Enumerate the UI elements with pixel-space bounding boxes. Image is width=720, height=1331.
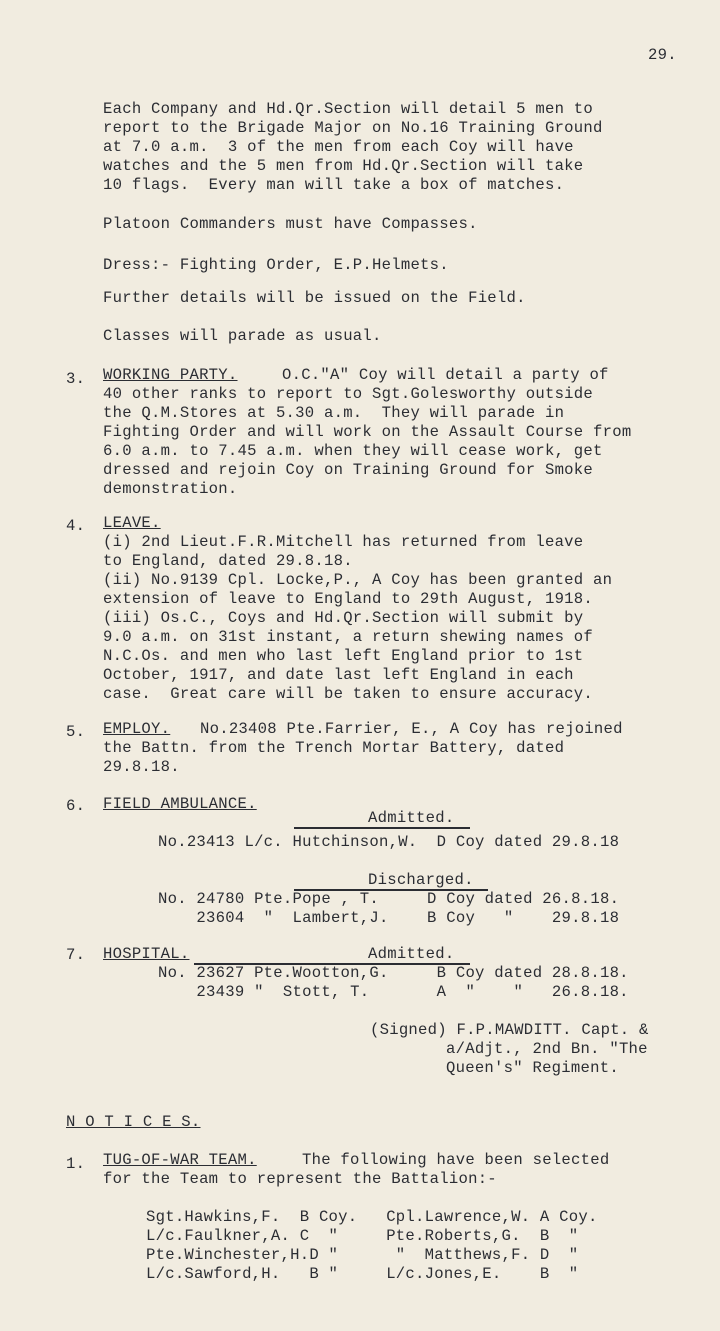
signature-line: (Signed) F.P.MAWDITT. Capt. & — [370, 1021, 649, 1039]
leave-line: to England, dated 29.8.18. — [103, 552, 353, 570]
leave-line: (iii) Os.C., Coys and Hd.Qr.Section will submit by — [103, 609, 584, 627]
team-row: Pte.Winchester,H.D " " Matthews,F. D " — [146, 1246, 579, 1264]
item-number: 1. — [66, 1155, 86, 1173]
working-party-line: dressed and rejoin Coy on Training Ground for Smoke — [103, 461, 593, 479]
item-number: 6. — [66, 797, 86, 815]
working-party-line: demonstration. — [103, 480, 238, 498]
ambulance-discharged-row: No. 24780 Pte.Pope , T. D Coy dated 26.8.18. — [158, 890, 620, 908]
leave-line: case. Great care will be taken to ensure accuracy. — [103, 685, 593, 703]
intro-line: Each Company and Hd.Qr.Section will detail 5 men to — [103, 100, 593, 118]
tug-of-war-line: for the Team to represent the Battalion:- — [103, 1170, 497, 1188]
working-party-line: the Q.M.Stores at 5.30 a.m. They will parade in — [103, 404, 565, 422]
tug-of-war-line: The following have been selected — [302, 1151, 610, 1169]
leave-line: 9.0 a.m. on 31st instant, a return shewing names of — [103, 628, 593, 646]
ambulance-discharged-row: 23604 " Lambert,J. B Coy " 29.8.18 — [158, 909, 620, 927]
employ-line: the Battn. from the Trench Mortar Battery, dated — [103, 739, 565, 757]
underline-rule — [294, 827, 470, 829]
signature-line: a/Adjt., 2nd Bn. "The — [446, 1040, 648, 1058]
hospital-row: 23439 " Stott, T. A " " 26.8.18. — [158, 983, 629, 1001]
admitted-label: Admitted. — [368, 809, 455, 827]
hospital-row: No. 23627 Pte.Wootton,G. B Coy dated 28.8.18. — [158, 964, 629, 982]
working-party-title: WORKING PARTY. — [103, 366, 238, 384]
compasses-line: Platoon Commanders must have Compasses. — [103, 215, 478, 233]
page-number: 29. — [648, 46, 677, 64]
team-row: L/c.Faulkner,A. C " Pte.Roberts,G. B " — [146, 1227, 579, 1245]
classes-line: Classes will parade as usual. — [103, 327, 382, 345]
working-party-line: 6.0 a.m. to 7.45 a.m. when they will cease work, get — [103, 442, 603, 460]
leave-line: (ii) No.9139 Cpl. Locke,P., A Coy has been granted an — [103, 571, 613, 589]
further-details-line: Further details will be issued on the Field. — [103, 289, 526, 307]
working-party-line: 40 other ranks to report to Sgt.Golesworthy outside — [103, 385, 593, 403]
item-number: 4. — [66, 517, 86, 535]
intro-line: at 7.0 a.m. 3 of the men from each Coy will have — [103, 138, 574, 156]
leave-line: (i) 2nd Lieut.F.R.Mitchell has returned from leave — [103, 533, 584, 551]
intro-line: 10 flags. Every man will take a box of matches. — [103, 176, 565, 194]
discharged-label: Discharged. — [368, 871, 474, 889]
intro-line: report to the Brigade Major on No.16 Training Ground — [103, 119, 603, 137]
intro-line: watches and the 5 men from Hd.Qr.Section will take — [103, 157, 584, 175]
tug-of-war-title: TUG-OF-WAR TEAM. — [103, 1151, 257, 1169]
employ-title: EMPLOY. — [103, 720, 171, 738]
leave-line: October, 1917, and date last left England in each — [103, 666, 574, 684]
admitted-label: Admitted. — [368, 945, 455, 963]
employ-line: No.23408 Pte.Farrier, E., A Coy has rejoined — [200, 720, 623, 738]
leave-title: LEAVE. — [103, 514, 161, 532]
hospital-title: HOSPITAL. — [103, 945, 190, 963]
leave-line: extension of leave to England to 29th August, 1918. — [103, 590, 593, 608]
item-number: 3. — [66, 370, 86, 388]
item-number: 5. — [66, 723, 86, 741]
team-row: Sgt.Hawkins,F. B Coy. Cpl.Lawrence,W. A Coy. — [146, 1208, 598, 1226]
employ-line: 29.8.18. — [103, 758, 180, 776]
signature-line: Queen's" Regiment. — [446, 1059, 619, 1077]
field-ambulance-title: FIELD AMBULANCE. — [103, 795, 257, 813]
working-party-line: Fighting Order and will work on the Assault Course from — [103, 423, 632, 441]
team-row: L/c.Sawford,H. B " L/c.Jones,E. B " — [146, 1265, 579, 1283]
working-party-line: O.C."A" Coy will detail a party of — [282, 366, 609, 384]
notices-heading: N O T I C E S. — [66, 1113, 201, 1131]
leave-line: N.C.Os. and men who last left England prior to 1st — [103, 647, 584, 665]
ambulance-admitted-row: No.23413 L/c. Hutchinson,W. D Coy dated 29.8.18 — [158, 833, 620, 851]
dress-line: Dress:- Fighting Order, E.P.Helmets. — [103, 256, 449, 274]
item-number: 7. — [66, 946, 86, 964]
